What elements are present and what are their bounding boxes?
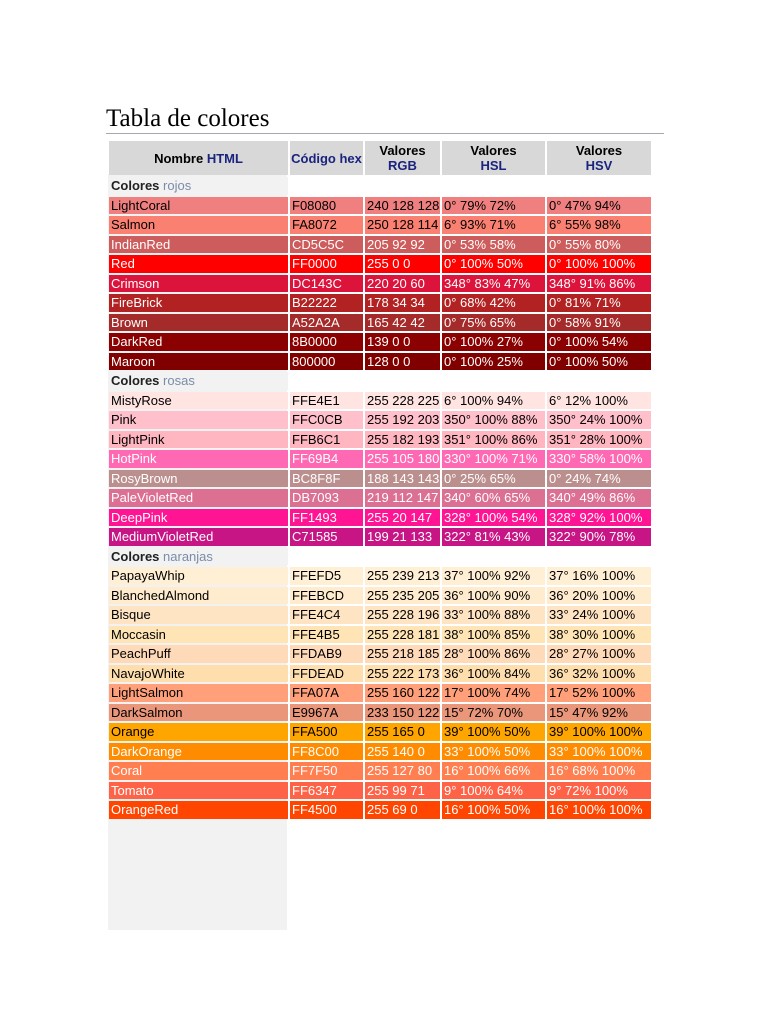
cell-hex: C71585 (290, 528, 363, 546)
cell-hsl: 36° 100% 84% (442, 665, 545, 683)
table-row (109, 411, 651, 429)
cell-hsv: 340° 49% 86% (547, 489, 651, 507)
cell-hsl: 351° 100% 86% (442, 431, 545, 449)
cell-hex: FFDAB9 (290, 645, 363, 663)
cell-hex: B22222 (290, 294, 363, 312)
cell-rgb: 139 0 0 (365, 333, 440, 351)
cell-rgb: 220 20 60 (365, 275, 440, 293)
cell-rgb: 128 0 0 (365, 353, 440, 371)
cell-rgb: 255 228 225 (367, 392, 440, 408)
cell-hsl: 33° 100% 50% (442, 743, 545, 761)
cell-hsv: 6° 12% 100% (547, 392, 651, 410)
cell-rgb: 233 150 122 (367, 704, 440, 720)
section-heading (109, 177, 288, 195)
cell-hex: FF6347 (290, 782, 363, 800)
cell-hsl: 6° 100% 94% (442, 392, 545, 410)
cell-rgb: 255 127 80 (365, 762, 440, 780)
table-row (109, 587, 651, 605)
cell-hex: CD5C5C (290, 236, 363, 254)
header-hsl (442, 141, 545, 175)
cell-rgb: 255 99 71 (365, 782, 440, 800)
cell-name: LightPink (109, 431, 288, 449)
cell-rgb: 188 143 143 (367, 470, 440, 486)
hsv-link[interactable]: HSV (585, 158, 613, 173)
cell-rgb: 255 165 0 (365, 723, 440, 741)
hex-code-link[interactable]: Código hex (291, 150, 362, 166)
table-row (109, 314, 651, 332)
cell-name: DarkOrange (109, 743, 288, 761)
cell-hsv: 39° 100% 100% (547, 723, 651, 741)
table-row (109, 743, 651, 761)
header-hsv-label: Valores (575, 143, 623, 158)
cell-name: PaleVioletRed (109, 489, 288, 507)
header-hex (290, 141, 363, 175)
cell-hsl: 328° 100% 54% (442, 509, 545, 527)
cell-hsv: 36° 32% 100% (547, 665, 651, 683)
table-row (109, 567, 651, 585)
table-row (109, 684, 651, 702)
cell-name: Red (109, 255, 288, 273)
cell-hsv: 9° 72% 100% (547, 782, 651, 800)
cell-name: Coral (109, 762, 288, 780)
cell-rgb: 240 128 128 (367, 197, 440, 213)
table-body (109, 177, 651, 819)
cell-hsl: 6° 93% 71% (442, 216, 545, 234)
cell-hsl: 340° 60% 65% (442, 489, 545, 507)
cell-hsl: 348° 83% 47% (442, 275, 545, 293)
cell-name: Bisque (109, 606, 288, 624)
section-spacer (290, 177, 651, 195)
hsl-link[interactable]: HSL (480, 158, 507, 173)
section-heading-prefix: Colores (111, 373, 160, 388)
cell-hsl: 0° 100% 25% (442, 353, 545, 371)
cell-hsl: 39° 100% 50% (442, 723, 545, 741)
section-header-row (109, 548, 651, 566)
cell-hsv: 330° 58% 100% (547, 450, 651, 468)
header-name (109, 141, 288, 175)
cell-rgb: 255 192 203 (367, 412, 440, 427)
table-row (109, 704, 651, 722)
cell-name: MediumVioletRed (109, 528, 288, 546)
cell-name: HotPink (109, 450, 288, 468)
table-row (109, 782, 651, 800)
cell-name: Tomato (109, 782, 288, 800)
cell-name: Maroon (109, 353, 288, 371)
cell-hsv: 0° 100% 54% (547, 333, 651, 351)
cell-hex: 8B0000 (290, 333, 363, 351)
table-row (109, 470, 651, 488)
cell-hex: FF7F50 (290, 762, 363, 780)
cell-name: Orange (109, 723, 288, 741)
cell-hex: FFEBCD (290, 587, 363, 605)
cell-hsl: 330° 100% 71% (442, 450, 545, 468)
cell-hsv: 0° 24% 74% (547, 470, 651, 488)
table-row (109, 606, 651, 624)
cell-hex: FFB6C1 (290, 431, 363, 449)
cell-rgb: 165 42 42 (365, 314, 440, 332)
section-heading-link[interactable]: rosas (163, 373, 195, 388)
cell-rgb: 255 228 181 (367, 626, 440, 642)
cell-name: IndianRed (109, 236, 288, 254)
cell-hsl: 16° 100% 66% (442, 762, 545, 780)
table-row (109, 216, 651, 234)
section-heading (109, 548, 288, 566)
cell-hsl: 9° 100% 64% (442, 782, 545, 800)
section-header-row (109, 177, 651, 195)
cell-rgb: 255 105 180 (367, 451, 440, 466)
rgb-link[interactable]: RGB (388, 158, 417, 173)
cell-hsl: 0° 100% 27% (442, 333, 545, 351)
cell-hsl: 0° 75% 65% (442, 314, 545, 332)
table-row (109, 197, 651, 215)
cell-hex: FFE4E1 (290, 392, 363, 410)
cell-hsv: 6° 55% 98% (547, 216, 651, 234)
cell-name: LightCoral (109, 197, 288, 215)
cell-hex: FFDEAD (290, 665, 363, 683)
cell-name: LightSalmon (109, 684, 288, 702)
cell-hsv: 0° 47% 94% (547, 197, 651, 215)
cell-hsv: 33° 100% 100% (547, 743, 651, 761)
cell-hex: FFA07A (290, 684, 363, 702)
cell-rgb: 255 218 185 (367, 646, 440, 661)
cell-hsv: 36° 20% 100% (547, 587, 651, 605)
cell-hex: FF4500 (290, 801, 363, 819)
section-spacer (290, 372, 651, 390)
cell-name: DarkSalmon (109, 704, 288, 722)
cell-hsl: 15° 72% 70% (442, 704, 545, 722)
table-row (109, 626, 651, 644)
cell-name: Crimson (109, 275, 288, 293)
cell-hsv: 328° 92% 100% (547, 509, 651, 527)
color-table (107, 139, 653, 821)
cell-hsv: 16° 68% 100% (547, 762, 651, 780)
cell-name: BlanchedAlmond (109, 587, 288, 605)
table-row (109, 489, 651, 507)
cell-rgb: 255 239 213 (367, 568, 440, 583)
html-link[interactable]: HTML (206, 150, 243, 166)
header-hsl-label: Valores (470, 143, 517, 158)
cell-hex: E9967A (290, 704, 363, 722)
cell-name: NavajoWhite (109, 665, 288, 683)
header-rgb (365, 141, 440, 175)
cell-hsl: 0° 53% 58% (442, 236, 545, 254)
table-row (109, 645, 651, 663)
cell-hex: F08080 (290, 197, 363, 215)
cell-hex: FF8C00 (290, 743, 363, 761)
table-row (109, 509, 651, 527)
cell-hsl: 17° 100% 74% (442, 684, 545, 702)
cell-hsv: 0° 55% 80% (547, 236, 651, 254)
cell-hsv: 16° 100% 100% (547, 801, 651, 819)
cell-hex: FFA500 (290, 723, 363, 741)
title-divider (106, 133, 664, 134)
cell-rgb: 255 228 196 (367, 607, 440, 622)
cell-hsl: 0° 100% 50% (442, 255, 545, 273)
cell-hex: FF69B4 (290, 450, 363, 468)
cell-rgb: 250 128 114 (367, 217, 439, 232)
cell-hsl: 322° 81% 43% (442, 528, 545, 546)
table-row (109, 236, 651, 254)
table-row (109, 333, 651, 351)
table-row (109, 275, 651, 293)
cell-hsv: 351° 28% 100% (547, 431, 651, 449)
section-spacer (290, 548, 651, 566)
cell-hex: DC143C (290, 275, 363, 293)
cell-hsv: 17° 52% 100% (547, 684, 651, 702)
cell-hsv: 37° 16% 100% (547, 567, 651, 585)
cell-rgb: 255 69 0 (365, 801, 440, 819)
section-heading-link[interactable]: naranjas (163, 548, 213, 564)
header-rgb-label: Valores (379, 143, 426, 158)
cell-hex: FFC0CB (290, 411, 363, 429)
cell-hex: FFE4C4 (290, 606, 363, 624)
cell-hex: FA8072 (290, 216, 363, 234)
section-heading (109, 372, 288, 390)
cell-hsl: 36° 100% 90% (442, 587, 545, 605)
cell-hsl: 16° 100% 50% (442, 801, 545, 819)
cell-name: Salmon (109, 216, 288, 234)
cell-hsv: 348° 91% 86% (547, 275, 651, 293)
cell-hsl: 38° 100% 85% (442, 626, 545, 644)
cell-rgb: 255 20 147 (365, 509, 440, 527)
cell-hex: FFE4B5 (290, 626, 363, 644)
cell-name: Pink (109, 411, 288, 429)
cell-hsv: 38° 30% 100% (547, 626, 651, 644)
cell-rgb: 255 160 122 (367, 685, 440, 700)
cell-rgb: 255 0 0 (365, 255, 440, 273)
cell-hex: FF0000 (290, 255, 363, 273)
cell-hsv: 350° 24% 100% (547, 411, 651, 429)
table-row (109, 723, 651, 741)
cell-name: RosyBrown (109, 470, 288, 488)
cell-name: FireBrick (109, 294, 288, 312)
cell-name: DarkRed (109, 333, 288, 351)
cell-hsv: 0° 100% 100% (547, 255, 651, 273)
section-heading-prefix: Colores (111, 178, 160, 193)
cell-hsv: 33° 24% 100% (547, 606, 651, 624)
cell-name: Moccasin (109, 626, 288, 644)
section-heading-link[interactable]: rojos (163, 178, 192, 193)
cell-hsl: 37° 100% 92% (442, 567, 545, 585)
table-row (109, 431, 651, 449)
table-row (109, 665, 651, 683)
section-header-row (109, 372, 651, 390)
cell-hsl: 350° 100% 88% (442, 411, 545, 429)
table-header-row (109, 141, 651, 175)
cell-hsl: 0° 68% 42% (442, 294, 545, 312)
table-row (109, 353, 651, 371)
cell-hsv: 15° 47% 92% (547, 704, 651, 722)
table-row (109, 801, 651, 819)
cell-hsl: 0° 79% 72% (442, 197, 545, 215)
header-hsv (547, 141, 651, 175)
cell-hsv: 0° 58% 91% (547, 314, 651, 332)
cell-hex: 800000 (290, 353, 363, 371)
header-name-label: Nombre (154, 150, 204, 166)
cell-rgb: 255 222 173 (367, 665, 440, 681)
cell-hsl: 28° 100% 86% (442, 645, 545, 663)
cell-rgb: 178 34 34 (365, 294, 440, 312)
cell-name: DeepPink (109, 509, 288, 527)
cell-hsv: 322° 90% 78% (547, 528, 651, 546)
cell-hsl: 33° 100% 88% (442, 606, 545, 624)
table-row (109, 450, 651, 468)
table-row (109, 762, 651, 780)
table-row (109, 392, 651, 410)
cell-name: PapayaWhip (109, 567, 288, 585)
cell-rgb: 255 235 205 (367, 587, 440, 603)
cell-hsv: 0° 100% 50% (547, 353, 651, 371)
cell-hsv: 0° 81% 71% (547, 294, 651, 312)
cell-rgb: 205 92 92 (365, 236, 440, 254)
cell-name: MistyRose (109, 392, 288, 410)
cell-rgb: 199 21 133 (365, 528, 440, 546)
table-row (109, 294, 651, 312)
cell-hsl: 0° 25% 65% (442, 470, 545, 488)
cell-name: OrangeRed (109, 801, 288, 819)
cell-hex: A52A2A (290, 314, 363, 332)
page-title: Tabla de colores (106, 105, 270, 132)
cell-rgb: 255 140 0 (365, 743, 440, 761)
cell-hex: BC8F8F (290, 470, 363, 488)
cell-name: Brown (109, 314, 288, 332)
table-row (109, 255, 651, 273)
section-heading-prefix: Colores (111, 548, 160, 564)
cell-rgb: 255 182 193 (367, 431, 440, 447)
cell-hex: DB7093 (290, 489, 363, 507)
table-row (109, 528, 651, 546)
cell-hex: FF1493 (290, 509, 363, 527)
cell-hsv: 28° 27% 100% (547, 645, 651, 663)
cell-rgb: 219 112 147 (367, 490, 439, 505)
cell-hex: FFEFD5 (290, 567, 363, 585)
cell-name: PeachPuff (109, 645, 288, 663)
